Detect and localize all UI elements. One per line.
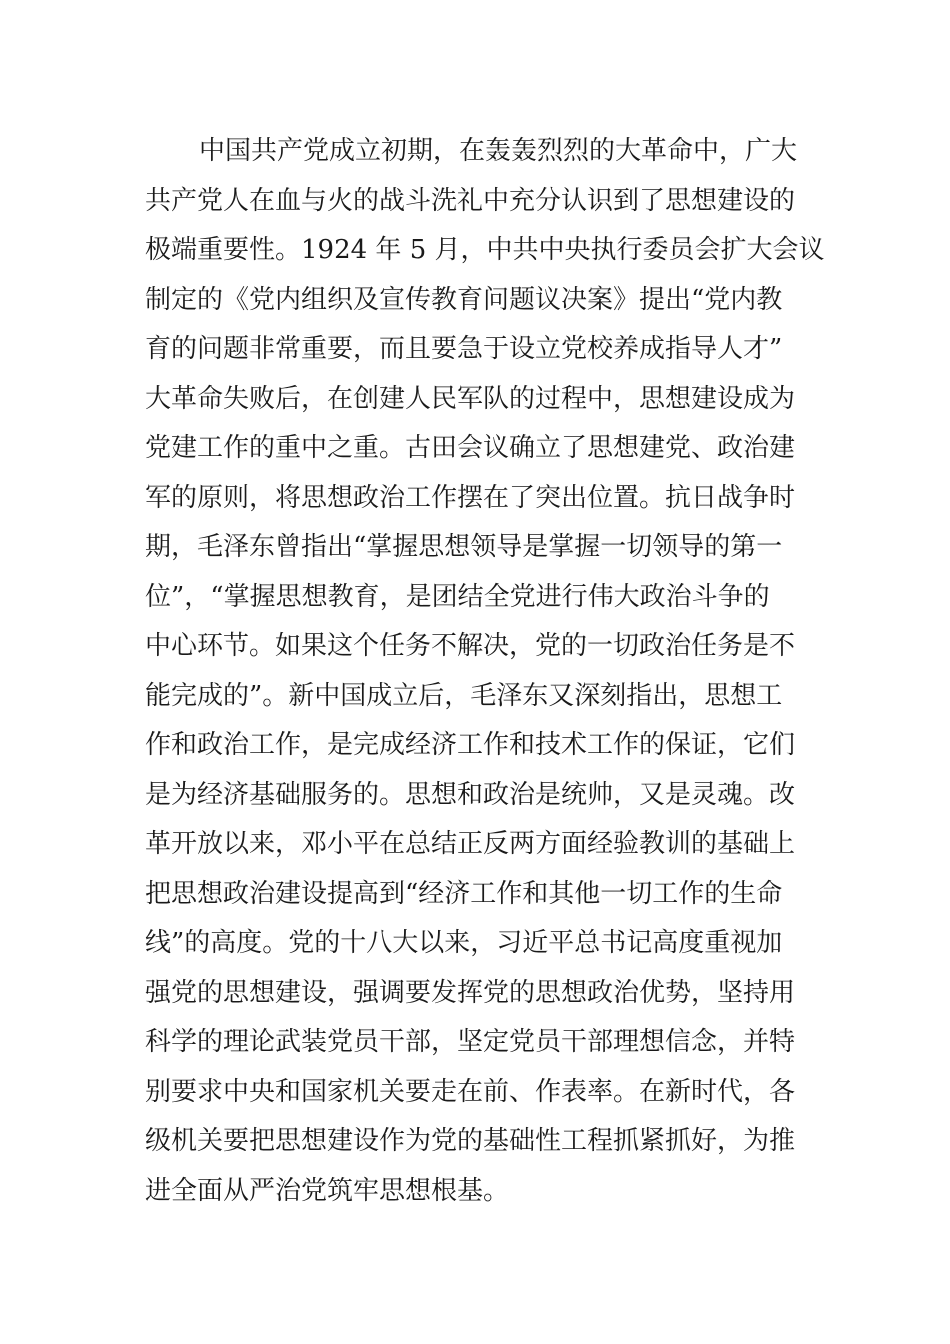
paragraph-line: 共产党人在血与火的战斗洗礼中充分认识到了思想建设的	[145, 185, 796, 216]
paragraph-line: 进全面从严治党筑牢思想根基。	[145, 1175, 510, 1206]
paragraph-line: 级机关要把思想建设作为党的基础性工程抓紧抓好，为推	[145, 1126, 796, 1156]
paragraph-line: 作和政治工作，是完成经济工作和技术工作的保证，它们	[145, 730, 796, 760]
paragraph-line: 位”，“掌握思想教育，是团结全党进行伟大政治斗争的	[145, 581, 770, 612]
paragraph-line: 革开放以来，邓小平在总结正反两方面经验教训的基础上	[145, 829, 796, 859]
paragraph-line: 别要求中央和国家机关要走在前、作表率。在新时代，各	[145, 1076, 796, 1107]
paragraph-line: 极端重要性。1924 年 5 月，中共中央执行委员会扩大会议	[145, 235, 825, 265]
paragraph-line: 把思想政治建设提高到“经济工作和其他一切工作的生命	[145, 878, 783, 909]
paragraph-line: 党建工作的重中之重。古田会议确立了思想建党、政治建	[145, 433, 796, 463]
paragraph-line: 是为经济基础服务的。思想和政治是统帅，又是灵魂。改	[145, 779, 796, 810]
paragraph-line: 育的问题非常重要，而且要急于设立党校养成指导人才”	[145, 334, 783, 364]
paragraph-line: 线”的高度。党的十八大以来，习近平总书记高度重视加	[145, 928, 783, 958]
paragraph-line: 制定的《党内组织及宣传教育问题议决案》提出“党内教	[145, 284, 783, 315]
paragraph-line: 中国共产党成立初期，在轰轰烈烈的大革命中，广大	[199, 136, 798, 166]
paragraph-line: 军的原则，将思想政治工作摆在了突出位置。抗日战争时	[145, 482, 796, 513]
paragraph-line: 期，毛泽东曾指出“掌握思想领导是掌握一切领导的第一	[145, 532, 783, 562]
paragraph-line: 能完成的”。新中国成立后，毛泽东又深刻指出，思想工	[145, 680, 783, 711]
paragraph-line: 科学的理论武装党员干部，坚定党员干部理想信念，并特	[145, 1027, 796, 1057]
body-paragraph	[145, 127, 825, 1216]
paragraph-line: 强党的思想建设，强调要发挥党的思想政治优势，坚持用	[145, 977, 796, 1008]
paragraph-line: 中心环节。如果这个任务不解决，党的一切政治任务是不	[145, 631, 796, 661]
paragraph-line: 大革命失败后，在创建人民军队的过程中，思想建设成为	[145, 383, 796, 414]
